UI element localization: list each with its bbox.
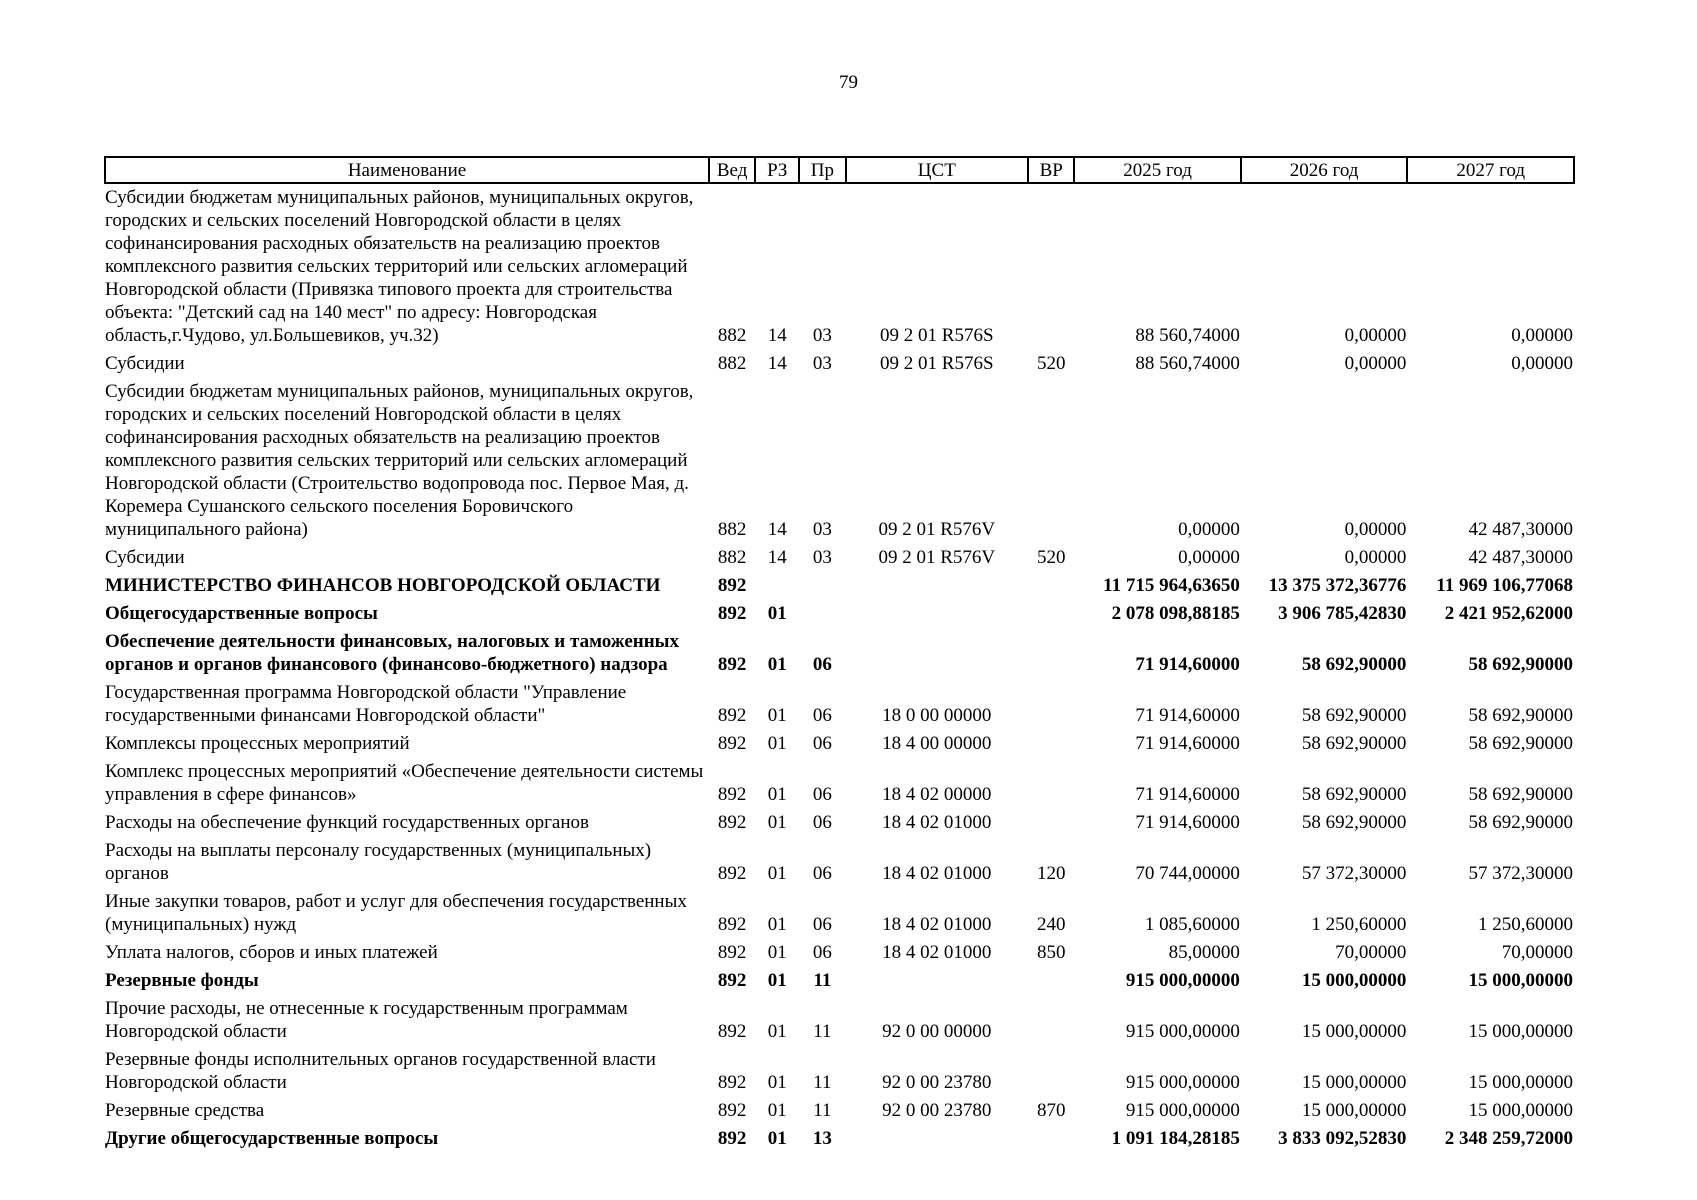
cell-2027: 58 692,90000 bbox=[1468, 654, 1573, 675]
cell-vr bbox=[1028, 1125, 1074, 1153]
cell-ved: 882 bbox=[717, 353, 747, 374]
cell-rz: 01 bbox=[767, 970, 787, 991]
cell-ved: 892 bbox=[717, 863, 747, 884]
cell-pr: 06 bbox=[812, 863, 832, 884]
cell-2026: 58 692,90000 bbox=[1301, 784, 1407, 805]
cell-rz: 01 bbox=[767, 1072, 787, 1093]
cell-pr bbox=[799, 572, 845, 600]
cell-2025: 71 914,60000 bbox=[1135, 733, 1240, 754]
cell-vr: 120 bbox=[1036, 863, 1066, 884]
table-row bbox=[105, 544, 1574, 572]
cell-vr bbox=[1028, 600, 1074, 628]
cell-cst: 18 4 02 01000 bbox=[882, 863, 992, 884]
cell-ved: 892 bbox=[717, 942, 747, 963]
cell-2025: 71 914,60000 bbox=[1135, 812, 1240, 833]
cell-2026: 0,00000 bbox=[1344, 353, 1407, 374]
cell-2025: 1 091 184,28185 bbox=[1111, 1128, 1240, 1149]
cell-name: Иные закупки товаров, работ и услуг для обеспечения государственных (муниципальных) нужд bbox=[105, 891, 687, 935]
cell-2026: 0,00000 bbox=[1344, 547, 1407, 568]
cell-name: Общегосударственные вопросы bbox=[105, 603, 378, 624]
cell-2027: 0,00000 bbox=[1511, 353, 1573, 374]
table-row bbox=[105, 809, 1574, 837]
cell-name: Субсидии бюджетам муниципальных районов, муниципальных округов, городских и сельских поселений Новгородской области в целях софинансирования расходных обязательств на реализацию проектов комплексного развития сельских территорий или сельских агломераций Новгородской области (Привязка типового проекта для строительства объекта: "Детский сад на 140 мест" по адресу: Новгородская область,г.Чудово, ул.Большевиков, уч.32) bbox=[105, 187, 694, 346]
cell-pr: 06 bbox=[812, 705, 832, 726]
cell-cst bbox=[846, 1125, 1029, 1153]
cell-pr: 03 bbox=[812, 353, 832, 374]
cell-2027: 57 372,30000 bbox=[1468, 863, 1573, 884]
cell-2025: 85,00000 bbox=[1168, 942, 1240, 963]
header-rz: РЗ bbox=[755, 157, 799, 183]
header-2025: 2025 год bbox=[1074, 157, 1241, 183]
cell-vr: 240 bbox=[1036, 914, 1066, 935]
cell-vr bbox=[1028, 679, 1074, 730]
cell-2026: 70,00000 bbox=[1335, 942, 1407, 963]
cell-ved: 892 bbox=[717, 1072, 747, 1093]
cell-ved: 892 bbox=[717, 1021, 747, 1042]
cell-2027: 2 421 952,62000 bbox=[1444, 603, 1573, 624]
table-row bbox=[105, 378, 1574, 544]
cell-2025: 1 085,60000 bbox=[1144, 914, 1240, 935]
cell-rz: 01 bbox=[767, 1128, 787, 1149]
cell-pr: 03 bbox=[812, 547, 832, 568]
cell-rz: 01 bbox=[767, 812, 787, 833]
table-header-row bbox=[105, 157, 1574, 183]
cell-vr bbox=[1028, 378, 1074, 544]
cell-2027: 58 692,90000 bbox=[1468, 812, 1573, 833]
cell-ved: 882 bbox=[717, 519, 747, 540]
cell-pr: 11 bbox=[813, 1021, 832, 1042]
cell-2026: 15 000,00000 bbox=[1301, 1021, 1407, 1042]
cell-2025: 0,00000 bbox=[1178, 547, 1240, 568]
table-row bbox=[105, 628, 1574, 679]
cell-pr: 06 bbox=[812, 812, 832, 833]
cell-vr bbox=[1028, 995, 1074, 1046]
cell-cst: 09 2 01 R576V bbox=[878, 547, 996, 568]
cell-ved: 892 bbox=[717, 1128, 747, 1149]
cell-2026: 15 000,00000 bbox=[1301, 1072, 1407, 1093]
cell-name: Обеспечение деятельности финансовых, налоговых и таможенных органов и органов финансового (финансово-бюджетного) надзора bbox=[105, 631, 679, 675]
cell-ved: 882 bbox=[717, 547, 747, 568]
cell-rz: 14 bbox=[767, 519, 787, 540]
cell-cst: 09 2 01 R576S bbox=[880, 325, 994, 346]
cell-pr: 11 bbox=[813, 970, 832, 991]
cell-vr bbox=[1028, 1046, 1074, 1097]
cell-rz: 01 bbox=[767, 1021, 787, 1042]
cell-2025: 71 914,60000 bbox=[1135, 654, 1240, 675]
cell-2027: 1 250,60000 bbox=[1478, 914, 1573, 935]
cell-ved: 892 bbox=[717, 812, 747, 833]
cell-vr bbox=[1028, 809, 1074, 837]
cell-2025: 88 560,74000 bbox=[1135, 325, 1240, 346]
cell-2027: 58 692,90000 bbox=[1468, 784, 1573, 805]
header-ved: Вед bbox=[709, 157, 755, 183]
table-row bbox=[105, 758, 1574, 809]
table-row bbox=[105, 183, 1574, 350]
cell-2025: 71 914,60000 bbox=[1135, 705, 1240, 726]
table-row bbox=[105, 1046, 1574, 1097]
cell-vr bbox=[1028, 183, 1074, 350]
cell-cst: 18 4 02 00000 bbox=[882, 784, 992, 805]
cell-2025: 11 715 964,63650 bbox=[1103, 575, 1240, 596]
cell-2025: 915 000,00000 bbox=[1125, 1072, 1240, 1093]
cell-pr: 06 bbox=[812, 942, 832, 963]
table-row bbox=[105, 600, 1574, 628]
page-number: 79 bbox=[839, 72, 858, 93]
cell-2026: 57 372,30000 bbox=[1301, 863, 1407, 884]
cell-vr bbox=[1028, 730, 1074, 758]
cell-cst: 18 0 00 00000 bbox=[882, 705, 992, 726]
cell-2027: 58 692,90000 bbox=[1468, 733, 1573, 754]
cell-pr: 11 bbox=[813, 1100, 832, 1121]
cell-2025: 915 000,00000 bbox=[1125, 970, 1240, 991]
table-row bbox=[105, 939, 1574, 967]
cell-2027: 15 000,00000 bbox=[1468, 1072, 1573, 1093]
cell-pr: 06 bbox=[812, 654, 832, 675]
header-2026: 2026 год bbox=[1241, 157, 1408, 183]
cell-2026: 15 000,00000 bbox=[1301, 970, 1407, 991]
cell-ved: 882 bbox=[717, 325, 747, 346]
cell-name: Резервные фонды исполнительных органов государственной власти Новгородской области bbox=[105, 1049, 656, 1093]
cell-name: Прочие расходы, не отнесенные к государственным программам Новгородской области bbox=[105, 998, 628, 1042]
cell-pr: 06 bbox=[812, 784, 832, 805]
cell-ved: 892 bbox=[717, 603, 747, 624]
cell-cst: 18 4 02 01000 bbox=[882, 914, 992, 935]
cell-2025: 915 000,00000 bbox=[1125, 1100, 1240, 1121]
cell-name: Субсидии bbox=[105, 547, 185, 568]
cell-2026: 1 250,60000 bbox=[1311, 914, 1407, 935]
header-pr: Пр bbox=[799, 157, 845, 183]
header-name: Наименование bbox=[105, 157, 709, 183]
table-row bbox=[105, 679, 1574, 730]
cell-rz bbox=[755, 572, 799, 600]
cell-2026: 15 000,00000 bbox=[1301, 1100, 1407, 1121]
cell-name: Расходы на выплаты персоналу государственных (муниципальных) органов bbox=[105, 840, 652, 884]
cell-rz: 01 bbox=[767, 863, 787, 884]
cell-ved: 892 bbox=[717, 784, 747, 805]
cell-cst bbox=[846, 600, 1029, 628]
cell-vr bbox=[1028, 967, 1074, 995]
cell-ved: 892 bbox=[717, 733, 747, 754]
cell-cst: 18 4 02 01000 bbox=[882, 812, 992, 833]
cell-rz: 14 bbox=[767, 353, 787, 374]
cell-2027: 15 000,00000 bbox=[1468, 970, 1573, 991]
cell-vr: 520 bbox=[1036, 353, 1066, 374]
cell-rz: 01 bbox=[767, 733, 787, 754]
cell-cst bbox=[846, 572, 1029, 600]
cell-ved: 892 bbox=[717, 575, 747, 596]
cell-2027: 42 487,30000 bbox=[1468, 547, 1573, 568]
cell-2026: 0,00000 bbox=[1344, 519, 1407, 540]
table-row bbox=[105, 967, 1574, 995]
cell-name: Расходы на обеспечение функций государственных органов bbox=[105, 812, 589, 833]
cell-pr bbox=[799, 600, 845, 628]
table-row bbox=[105, 888, 1574, 939]
cell-2026: 58 692,90000 bbox=[1301, 705, 1407, 726]
cell-name: Субсидии бюджетам муниципальных районов, муниципальных округов, городских и сельских поселений Новгородской области в целях софинансирования расходных обязательств на реализацию проектов комплексного развития сельских территорий или сельских агломераций Новгородской области (Строительство водопровода пос. Первое Мая, д. Коремера Сушанского сельского поселения Боровичского муниципального района) bbox=[105, 381, 694, 540]
cell-2026: 3 906 785,42830 bbox=[1278, 603, 1407, 624]
header-2027: 2027 год bbox=[1407, 157, 1574, 183]
table-row bbox=[105, 350, 1574, 378]
cell-name: Уплата налогов, сборов и иных платежей bbox=[105, 942, 438, 963]
cell-rz: 01 bbox=[767, 603, 787, 624]
cell-vr bbox=[1028, 628, 1074, 679]
header-vr: ВР bbox=[1028, 157, 1074, 183]
cell-vr: 520 bbox=[1036, 547, 1066, 568]
header-cst: ЦСТ bbox=[846, 157, 1029, 183]
table-row bbox=[105, 1097, 1574, 1125]
table-body bbox=[105, 183, 1574, 1153]
cell-pr: 03 bbox=[812, 519, 832, 540]
cell-rz: 01 bbox=[767, 914, 787, 935]
cell-name: МИНИСТЕРСТВО ФИНАНСОВ НОВГОРОДСКОЙ ОБЛАСТИ bbox=[105, 575, 661, 596]
cell-name: Резервные фонды bbox=[105, 970, 259, 991]
cell-cst: 92 0 00 00000 bbox=[882, 1021, 992, 1042]
cell-cst: 92 0 00 23780 bbox=[882, 1072, 992, 1093]
cell-2025: 915 000,00000 bbox=[1125, 1021, 1240, 1042]
cell-2026: 58 692,90000 bbox=[1301, 733, 1407, 754]
cell-cst bbox=[846, 628, 1029, 679]
cell-rz: 01 bbox=[767, 942, 787, 963]
cell-2025: 0,00000 bbox=[1178, 519, 1240, 540]
cell-2025: 88 560,74000 bbox=[1135, 353, 1240, 374]
cell-2027: 15 000,00000 bbox=[1468, 1100, 1573, 1121]
cell-2026: 58 692,90000 bbox=[1301, 654, 1407, 675]
cell-ved: 892 bbox=[717, 970, 747, 991]
table-row bbox=[105, 572, 1574, 600]
cell-2025: 71 914,60000 bbox=[1135, 784, 1240, 805]
cell-vr bbox=[1028, 758, 1074, 809]
cell-name: Комплексы процессных мероприятий bbox=[105, 733, 410, 754]
cell-pr: 06 bbox=[812, 733, 832, 754]
cell-2027: 15 000,00000 bbox=[1468, 1021, 1573, 1042]
cell-ved: 892 bbox=[717, 705, 747, 726]
cell-cst: 09 2 01 R576S bbox=[880, 353, 994, 374]
cell-2026: 58 692,90000 bbox=[1301, 812, 1407, 833]
cell-ved: 892 bbox=[717, 654, 747, 675]
table-row bbox=[105, 837, 1574, 888]
cell-2027: 11 969 106,77068 bbox=[1436, 575, 1573, 596]
cell-2026: 13 375 372,36776 bbox=[1268, 575, 1407, 596]
cell-vr: 870 bbox=[1036, 1100, 1066, 1121]
cell-name: Резервные средства bbox=[105, 1100, 265, 1121]
cell-rz: 14 bbox=[767, 325, 787, 346]
cell-ved: 892 bbox=[717, 914, 747, 935]
cell-name: Субсидии bbox=[105, 353, 185, 374]
cell-2025: 70 744,00000 bbox=[1135, 863, 1240, 884]
cell-rz: 14 bbox=[767, 547, 787, 568]
cell-2025: 2 078 098,88185 bbox=[1111, 603, 1240, 624]
cell-pr: 03 bbox=[812, 325, 832, 346]
cell-cst: 18 4 00 00000 bbox=[882, 733, 992, 754]
cell-pr: 13 bbox=[812, 1128, 832, 1149]
cell-cst bbox=[846, 967, 1029, 995]
cell-2027: 2 348 259,72000 bbox=[1444, 1128, 1573, 1149]
cell-2026: 3 833 092,52830 bbox=[1278, 1128, 1407, 1149]
cell-vr: 850 bbox=[1036, 942, 1066, 963]
cell-ved: 892 bbox=[717, 1100, 747, 1121]
cell-cst: 92 0 00 23780 bbox=[882, 1100, 992, 1121]
cell-name: Другие общегосударственные вопросы bbox=[105, 1128, 439, 1149]
cell-name: Государственная программа Новгородской области "Управление государственными финансами Новгородской области" bbox=[105, 682, 627, 726]
cell-vr bbox=[1028, 572, 1074, 600]
table-row bbox=[105, 995, 1574, 1046]
cell-rz: 01 bbox=[767, 654, 787, 675]
cell-2026: 0,00000 bbox=[1344, 325, 1407, 346]
cell-2027: 58 692,90000 bbox=[1468, 705, 1573, 726]
cell-rz: 01 bbox=[767, 1100, 787, 1121]
cell-rz: 01 bbox=[767, 784, 787, 805]
table-row bbox=[105, 730, 1574, 758]
cell-rz: 01 bbox=[767, 705, 787, 726]
budget-table bbox=[104, 156, 1575, 1153]
cell-name: Комплекс процессных мероприятий «Обеспечение деятельности системы управления в сфере финансов» bbox=[105, 761, 704, 805]
cell-cst: 09 2 01 R576V bbox=[878, 519, 996, 540]
cell-2027: 42 487,30000 bbox=[1468, 519, 1573, 540]
cell-cst: 18 4 02 01000 bbox=[882, 942, 992, 963]
cell-2027: 70,00000 bbox=[1501, 942, 1573, 963]
cell-pr: 11 bbox=[813, 1072, 832, 1093]
cell-2027: 0,00000 bbox=[1511, 325, 1573, 346]
table-row bbox=[105, 1125, 1574, 1153]
cell-pr: 06 bbox=[812, 914, 832, 935]
